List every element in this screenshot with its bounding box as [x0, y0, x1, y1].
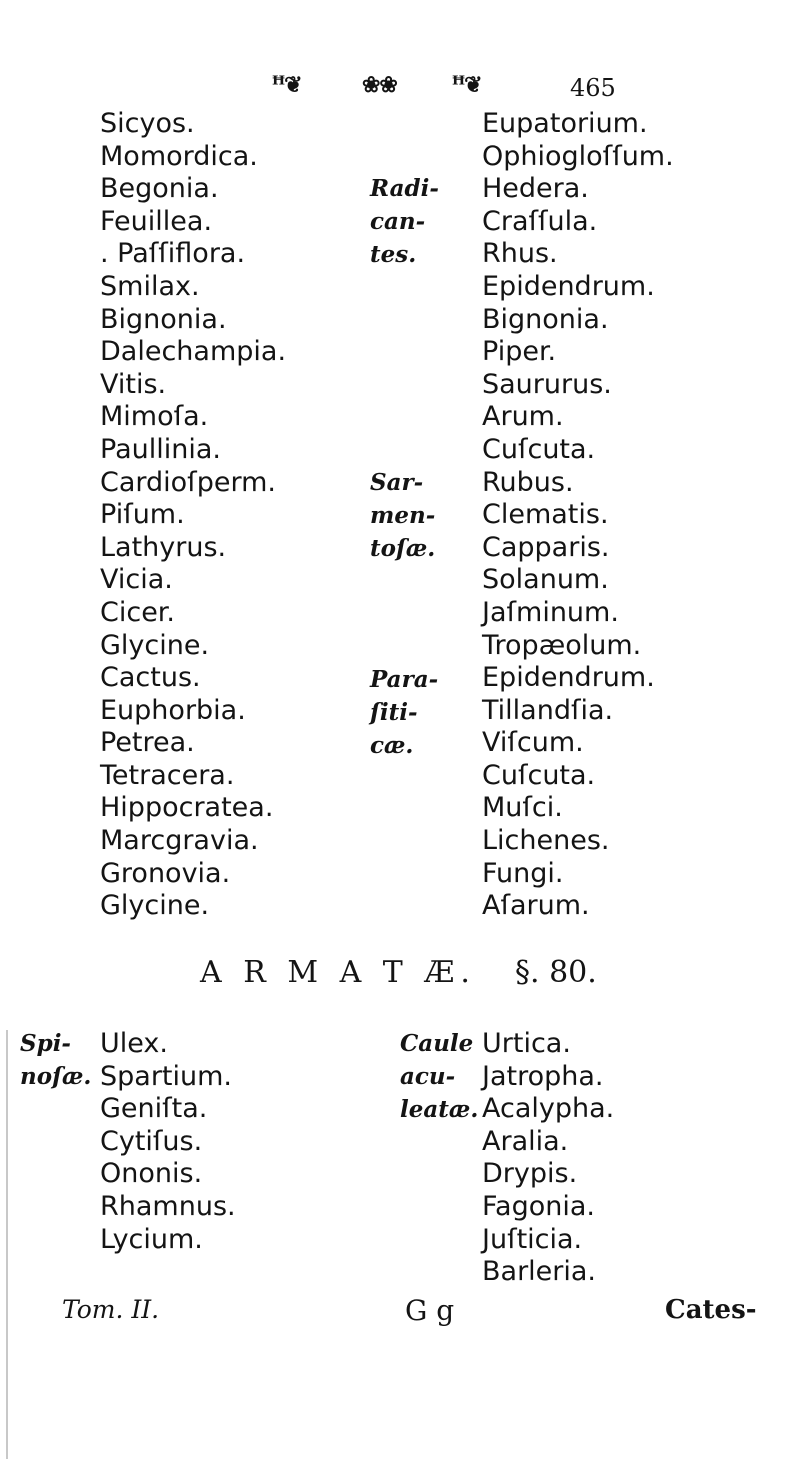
section1-left-item: Mimoſa. — [100, 401, 209, 433]
section1-right-item: Saururus. — [482, 368, 612, 400]
section1-left-item: Paullinia. — [100, 433, 221, 465]
label-caule-2: acu- — [400, 1063, 456, 1090]
label-caule-3: leatæ. — [400, 1096, 479, 1123]
section1-left-item: Tetracera. — [100, 759, 235, 791]
section1-right-item: Rubus. — [482, 466, 574, 498]
section1-left-item: Lathyrus. — [100, 531, 227, 563]
section1-left-item: . Paſſiflora. — [100, 238, 246, 270]
header-ornament-right: ꟸ❦ — [452, 72, 482, 98]
section2-heading: A R M A T Æ. — [200, 955, 476, 990]
section2-left-column — [100, 1028, 236, 1256]
section1-right-item: Bignonia. — [482, 303, 609, 335]
section1-left-item: Feuillea. — [100, 205, 213, 237]
section1-right-item: Epidendrum. — [482, 270, 655, 302]
section1-left-column — [100, 108, 286, 923]
section1-right-item: Jaſminum. — [482, 596, 619, 628]
section1-right-item: Hedera. — [482, 173, 589, 205]
section1-right-column — [482, 108, 674, 923]
label-parasiticae-2: ſiti- — [370, 699, 418, 726]
label-radicantes-2: can- — [370, 208, 426, 235]
section2-right-item: Juſticia. — [482, 1223, 583, 1255]
label-parasiticae-1: Para- — [370, 666, 439, 693]
section2-right-item: Acalypha. — [482, 1093, 615, 1125]
section2-left-item: Geniſta. — [100, 1093, 208, 1125]
section1-right-item: Tropæolum. — [482, 629, 642, 661]
section2-paragraph: §. 80. — [515, 955, 597, 990]
label-caule-1: Caule — [400, 1030, 474, 1057]
section2-right-item: Aralia. — [482, 1125, 569, 1157]
section2-right-item: Fagonia. — [482, 1190, 595, 1222]
label-radicantes-1: Radi- — [370, 175, 439, 202]
section1-left-item: Sicyos. — [100, 108, 195, 139]
footer-signature: G g — [405, 1294, 455, 1327]
section1-right-item: Tillandſia. — [482, 694, 614, 726]
label-sarmentosae-3: toſæ. — [370, 535, 436, 562]
section2-right-item: Drypis. — [482, 1158, 578, 1190]
section1-left-item: Bignonia. — [100, 303, 227, 335]
section1-right-item: Cuſcuta. — [482, 759, 596, 791]
label-spinosae-1: Spi- — [20, 1030, 71, 1057]
section2-left-item: Rhamnus. — [100, 1190, 236, 1222]
section2-left-item: Cytiſus. — [100, 1125, 203, 1157]
section2-right-item: Urtica. — [482, 1028, 571, 1059]
section1-left-item: Hippocratea. — [100, 792, 274, 824]
header-ornament-left: ꟸ❦ — [272, 72, 302, 98]
section1-left-item: Vicia. — [100, 564, 173, 596]
footer-catchword: Cates- — [665, 1295, 757, 1325]
section1-left-item: Glycine. — [100, 629, 210, 661]
page-number: 465 — [570, 74, 616, 102]
label-sarmentosae-1: Sar- — [370, 469, 424, 496]
section1-right-item: Rhus. — [482, 238, 558, 270]
section1-left-item: Glycine. — [100, 890, 210, 922]
margin-binding-line — [6, 1030, 8, 1459]
section2-left-item: Ulex. — [100, 1028, 168, 1059]
section1-right-item: Ophiogloſſum. — [482, 140, 674, 172]
section1-left-item: Cicer. — [100, 596, 176, 628]
section1-right-item: Lichenes. — [482, 825, 610, 857]
section1-left-item: Petrea. — [100, 727, 195, 759]
section1-right-item: Aſarum. — [482, 890, 590, 922]
label-parasiticae-3: cæ. — [370, 732, 414, 759]
section1-left-item: Euphorbia. — [100, 694, 246, 726]
section2-left-item: Lycium. — [100, 1223, 203, 1255]
section1-right-item: Piper. — [482, 336, 557, 368]
section1-right-item: Eupatorium. — [482, 108, 648, 139]
section2-left-item: Spartium. — [100, 1060, 233, 1092]
section2-right-item: Jatropha. — [482, 1060, 604, 1092]
section1-left-item: Gronovia. — [100, 857, 231, 889]
section1-right-item: Clematis. — [482, 499, 609, 531]
section1-left-item: Cardioſperm. — [100, 466, 276, 498]
section1-right-item: Viſcum. — [482, 727, 584, 759]
section1-right-item: Fungi. — [482, 857, 564, 889]
section1-right-item: Epidendrum. — [482, 662, 655, 694]
section1-right-item: Solanum. — [482, 564, 609, 596]
section2-left-item: Ononis. — [100, 1158, 203, 1190]
header-ornament-mid: ❀❀ — [362, 72, 397, 98]
section1-left-item: Smilax. — [100, 270, 200, 302]
section1-left-item: Cactus. — [100, 662, 201, 694]
section2-right-item: Barleria. — [482, 1256, 597, 1288]
section1-left-item: Momordica. — [100, 140, 258, 172]
section1-left-item: Begonia. — [100, 173, 219, 205]
section1-left-item: Dalechampia. — [100, 336, 287, 368]
section1-right-item: Capparis. — [482, 531, 610, 563]
section1-left-item: Piſum. — [100, 499, 185, 531]
section1-right-item: Muſci. — [482, 792, 563, 824]
section1-left-item: Vitis. — [100, 368, 167, 400]
section1-right-item: Cuſcuta. — [482, 433, 596, 465]
label-spinosae-2: noſæ. — [20, 1063, 92, 1090]
section2-right-column — [482, 1028, 614, 1289]
label-radicantes-3: tes. — [370, 241, 417, 268]
section1-left-item: Marcgravia. — [100, 825, 259, 857]
footer-volume: Tom. II. — [62, 1295, 160, 1324]
section1-right-item: Craſſula. — [482, 205, 598, 237]
section1-right-item: Arum. — [482, 401, 564, 433]
label-sarmentosae-2: men- — [370, 502, 436, 529]
